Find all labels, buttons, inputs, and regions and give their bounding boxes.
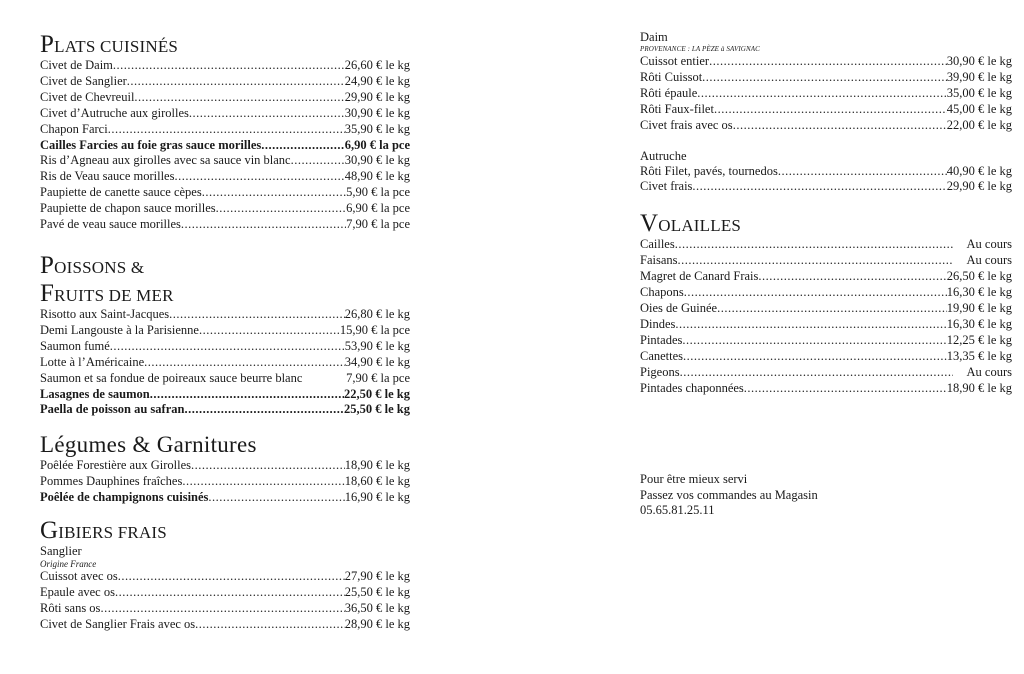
menu-item (640, 102, 1012, 118)
menu-item-price: 34,90 € le kg (344, 354, 410, 369)
menu-item-name: Chapons (640, 285, 684, 300)
dot-leader (115, 585, 345, 601)
subcategory-daim: Daim (640, 30, 668, 44)
dot-leader (118, 569, 345, 585)
menu-list-plats (40, 58, 410, 233)
title-rest: OLAILLES (658, 216, 742, 236)
menu-item (40, 323, 410, 339)
contact-line-2: Passez vos commandes au Magasin (640, 487, 818, 502)
section-legumes (40, 432, 410, 506)
dot-leader (182, 474, 344, 490)
dot-leader (189, 106, 345, 122)
dot-leader (684, 285, 947, 301)
menu-item-price: 48,90 € le kg (344, 169, 410, 184)
dot-leader (702, 70, 947, 86)
menu-item (40, 339, 410, 355)
section-autruche (640, 149, 1012, 196)
menu-item-price: 7,90 € la pce (346, 217, 410, 232)
dot-leader (714, 102, 947, 118)
menu-item-price: 18,60 € le kg (344, 474, 410, 489)
menu-item (640, 253, 1012, 269)
menu-item-price: 26,80 € le kg (344, 306, 410, 321)
menu-item (40, 569, 410, 585)
menu-item-name: Civet de Daim (40, 58, 113, 72)
menu-item (40, 601, 410, 617)
contact-phone: 05.65.81.25.11 (640, 503, 715, 517)
menu-list-daim (640, 54, 1012, 134)
menu-item-price: 28,90 € le kg (344, 616, 410, 631)
right-column (640, 30, 1012, 396)
menu-item-price: 30,90 € le kg (344, 153, 410, 168)
menu-item-name: Civet de Sanglier Frais avec os (40, 616, 196, 631)
menu-item-name: Pigeons (640, 364, 680, 379)
dot-leader (208, 490, 344, 506)
dot-leader (717, 301, 947, 317)
menu-item-name: Pintades (640, 332, 683, 347)
title-initial: V (640, 210, 659, 238)
dot-leader (692, 179, 946, 195)
dot-leader (697, 86, 946, 102)
dot-leader (744, 381, 947, 397)
menu-item-name: Poêlée Forestière aux Girolles (40, 458, 191, 473)
menu-item (40, 90, 410, 106)
menu-item-name: Lotte à l’Américaine (40, 354, 145, 369)
menu-item-name: Paupiette de canette sauce cèpes (40, 185, 202, 200)
menu-item-name: Paella de poisson au safran (40, 402, 185, 417)
dot-leader (291, 153, 345, 169)
origin-note: Origine France (40, 559, 97, 570)
menu-item-price: 18,90 € le kg (946, 380, 1012, 395)
menu-item (40, 138, 410, 154)
menu-item-price: 29,90 € le kg (946, 179, 1012, 194)
menu-item-name: Pavé de veau sauce morilles (40, 217, 181, 232)
section-poissons (40, 251, 410, 418)
menu-item-price: 19,90 € le kg (946, 300, 1012, 315)
title-rest: RUITS DE MER (54, 285, 174, 305)
menu-item (40, 371, 410, 387)
menu-item-name: Cailles (640, 237, 675, 252)
menu-item-name: Civet de Sanglier (40, 73, 127, 88)
menu-item-price: 40,90 € le kg (946, 163, 1012, 178)
menu-item-price: 30,90 € le kg (946, 54, 1012, 68)
menu-item (40, 355, 410, 371)
title-rest: IBIERS FRAIS (58, 523, 167, 543)
menu-item-name: Dindes (640, 316, 676, 331)
menu-item-name: Rôti sans os (40, 600, 101, 615)
menu-item (640, 317, 1012, 333)
menu-item (40, 185, 410, 201)
menu-item-price: 18,90 € le kg (344, 458, 410, 473)
menu-item-price: 29,90 € le kg (344, 89, 410, 104)
section-gibiers (40, 517, 410, 633)
menu-item (40, 402, 410, 418)
menu-item-name: Civet frais avec os (640, 117, 733, 132)
menu-item-price: 16,30 € le kg (946, 316, 1012, 331)
menu-item-name: Canettes (640, 348, 684, 363)
dot-leader (758, 269, 946, 285)
section-daim (640, 30, 1012, 134)
dot-leader (678, 253, 953, 269)
dot-leader (184, 402, 344, 418)
menu-item (640, 349, 1012, 365)
menu-item (640, 54, 1012, 70)
menu-item (40, 307, 410, 323)
dot-leader (195, 617, 345, 633)
menu-item-price: 35,00 € le kg (946, 85, 1012, 100)
menu-item-name: Pintades chaponnées (640, 380, 744, 395)
menu-item-price: 16,30 € le kg (946, 285, 1012, 300)
menu-item (640, 333, 1012, 349)
title-rest: LATS CUISINÉS (54, 37, 179, 56)
menu-item (40, 169, 410, 185)
title-initial: F (40, 279, 55, 307)
dot-leader (675, 317, 946, 333)
menu-item-name: Demi Langouste à la Parisienne (40, 322, 199, 337)
provenance-note: PROVENANCE : LA PÈZE à SAVIGNAC (640, 45, 760, 53)
dot-leader (675, 237, 953, 253)
menu-item-name: Civet frais (640, 179, 693, 194)
menu-item (40, 153, 410, 169)
section-title-volailles (640, 210, 1012, 238)
title-initial: G (40, 517, 59, 545)
dot-leader (144, 355, 345, 371)
menu-item-price: 26,60 € le kg (344, 58, 410, 72)
menu-item-name: Cuissot avec os (40, 569, 118, 584)
menu-item (640, 164, 1012, 180)
menu-item-name: Civet de Chevreuil (40, 89, 135, 104)
dot-leader (261, 138, 344, 154)
dot-leader (181, 217, 346, 233)
section-title-poissons (40, 251, 410, 279)
menu-item-price: 13,35 € le kg (946, 348, 1012, 363)
dot-leader (100, 601, 344, 617)
menu-item-name: Ris de Veau sauce morilles (40, 169, 175, 184)
left-column (40, 31, 410, 633)
dot-leader (709, 54, 947, 70)
menu-item-name: Cailles Farcies au foie gras sauce morilles (40, 137, 262, 152)
menu-item-price: 22,50 € le kg (344, 386, 410, 401)
title-initial: P (40, 251, 55, 279)
menu-item-price: 45,00 € le kg (946, 101, 1012, 116)
menu-item (640, 70, 1012, 86)
menu-item-price: Au cours (966, 253, 1012, 268)
menu-item-name: Pommes Dauphines fraîches (40, 474, 183, 489)
menu-item-name: Faisans (640, 253, 678, 268)
menu-item (640, 381, 1012, 397)
menu-item-price: 15,90 € la pce (339, 322, 410, 337)
menu-item (40, 201, 410, 217)
menu-item-name: Rôti Faux-filet (640, 101, 714, 116)
menu-list-volailles (640, 237, 1012, 396)
menu-list-legumes (40, 458, 410, 506)
dot-leader (127, 74, 345, 90)
menu-item-price: 25,50 € le kg (344, 584, 410, 599)
menu-item-price: 12,25 € le kg (946, 332, 1012, 347)
menu-item-name: Saumon et sa fondue de poireaux sauce beurre blanc (40, 370, 303, 385)
menu-item-price: 22,00 € le kg (946, 117, 1012, 132)
dot-leader (778, 164, 947, 180)
menu-item-price: 53,90 € le kg (344, 338, 410, 353)
title-initial: P (40, 31, 55, 58)
menu-list-autruche (640, 164, 1012, 196)
menu-item-price: 16,90 € le kg (344, 490, 410, 505)
menu-item (40, 106, 410, 122)
menu-item-price: 6,90 € la pce (346, 201, 410, 216)
subcategory-autruche: Autruche (640, 148, 687, 163)
section-plats-cuisines (40, 31, 410, 233)
menu-item-name: Paupiette de chapon sauce morilles (40, 201, 216, 216)
menu-list-sanglier (40, 569, 410, 633)
menu-item (40, 122, 410, 138)
menu-item-name: Poêlée de champignons cuisinés (40, 490, 209, 505)
menu-item (640, 118, 1012, 134)
menu-item-price: 39,90 € le kg (946, 69, 1012, 84)
menu-item-price: 30,90 € le kg (344, 105, 410, 120)
menu-item (40, 474, 410, 490)
menu-item-price: 26,50 € le kg (946, 269, 1012, 284)
dot-leader (174, 169, 344, 185)
dot-leader (202, 185, 346, 201)
menu-item (640, 269, 1012, 285)
dot-leader (680, 365, 953, 381)
menu-item (640, 86, 1012, 102)
menu-item-name: Rôti épaule (640, 85, 698, 100)
menu-item-name: Civet d’Autruche aux girolles (40, 105, 189, 120)
menu-item (640, 301, 1012, 317)
menu-item (40, 217, 410, 233)
menu-item-name: Rôti Filet, pavés, tournedos (640, 163, 778, 178)
section-title-legumes: Légumes & Garnitures (40, 432, 257, 458)
menu-item-name: Saumon fumé (40, 338, 110, 353)
menu-item (640, 365, 1012, 381)
menu-item (40, 490, 410, 506)
dot-leader (682, 333, 946, 349)
menu-item (40, 458, 410, 474)
menu-item (40, 58, 410, 74)
menu-item-name: Oies de Guinée (640, 300, 718, 315)
title-rest: OISSONS & (54, 257, 145, 277)
menu-item-price: 36,50 € le kg (344, 600, 410, 615)
dot-leader (134, 90, 344, 106)
menu-item-price: 27,90 € le kg (344, 569, 410, 584)
menu-item (640, 285, 1012, 301)
menu-item-name: Epaule avec os (40, 584, 115, 599)
dot-leader (191, 458, 345, 474)
menu-item-name: Ris d’Agneau aux girolles avec sa sauce vin blanc (40, 153, 291, 168)
section-title-plats-cuisines (40, 31, 410, 58)
dot-leader (199, 323, 340, 339)
dot-leader (113, 58, 345, 74)
menu-item-price: 6,90 € la pce (344, 137, 410, 152)
dot-leader (150, 387, 344, 403)
menu-list-poissons (40, 307, 410, 418)
dot-leader (110, 339, 345, 355)
menu-item (40, 387, 410, 403)
menu-item-name: Lasagnes de saumon (40, 386, 150, 401)
menu-item-price: 24,90 € le kg (344, 73, 410, 88)
menu-item-price: 35,90 € le kg (344, 121, 410, 136)
section-title-gibiers (40, 517, 410, 545)
menu-item-price: 25,50 € le kg (344, 402, 410, 417)
menu-item (40, 617, 410, 633)
contact-line-1: Pour être mieux servi (640, 472, 748, 486)
menu-item (40, 74, 410, 90)
contact-block (640, 472, 818, 519)
subcategory-sanglier: Sanglier (40, 544, 82, 559)
dot-leader (683, 349, 947, 365)
dot-leader (216, 201, 346, 217)
menu-item-name: Rôti Cuissot (640, 69, 703, 84)
menu-item-name: Magret de Canard Frais (640, 269, 759, 284)
menu-item (640, 179, 1012, 195)
section-volailles (640, 210, 1012, 396)
menu-item-price: 5,90 € la pce (346, 185, 410, 200)
section-title-fruits-de-mer (40, 279, 410, 307)
dot-leader (733, 118, 947, 134)
dot-leader (108, 122, 345, 138)
menu-item-price: 7,90 € la pce (346, 370, 410, 385)
menu-item (40, 585, 410, 601)
menu-item-price: Au cours (966, 237, 1012, 252)
menu-item-name: Risotto aux Saint-Jacques (40, 306, 170, 321)
menu-item-name: Cuissot entier (640, 54, 710, 68)
menu-item (640, 237, 1012, 253)
menu-item-price: Au cours (966, 364, 1012, 379)
dot-leader (169, 307, 345, 323)
menu-item-name: Chapon Farci (40, 121, 108, 136)
